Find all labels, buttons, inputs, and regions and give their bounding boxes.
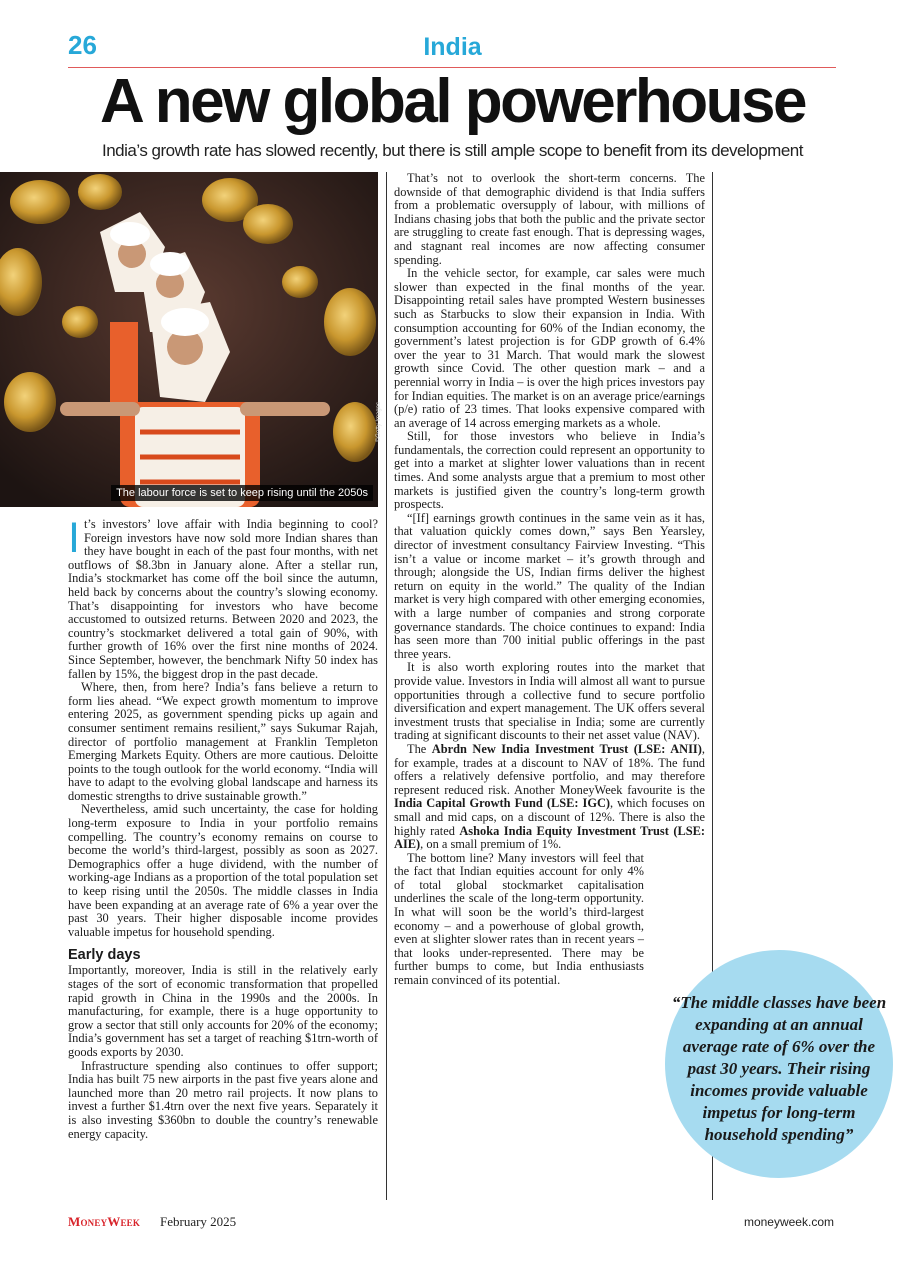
issue-date: February 2025 <box>160 1214 237 1229</box>
dancers-photo <box>0 172 382 507</box>
photo-credit: ©Getty Images <box>376 402 382 443</box>
photo-illustration <box>0 172 378 507</box>
paragraph-text: t’s investors’ love affair with India beginning to cool? Foreign investors have now sold more Indian shares than they have bought in each of the past four months, with net outflows of $8.3bn in January alone. After a stellar run, India’s stockmarket has come off the boil since the autumn, held back by concerns about the country’s slowing economy. That’s disappointing for investors who have become accustomed to outsized returns. Between 2020 and 2023, the country’s stockmarket delivered a total gain of 90%, with further growth of 16% over the first nine months of 2024. Since September, however, the benchmark Nifty 50 index has fallen by 15%, the biggest drop in the past decade. <box>68 517 378 681</box>
section-title: India <box>423 33 482 61</box>
paragraph <box>68 514 378 681</box>
fund-name: Ashoka India Equity Investment Trust (LSE: AIE) <box>394 823 705 852</box>
column-rule <box>386 172 387 1200</box>
text: , which focuses on small and mid caps, on a discount of 12%. There is also the highly rated <box>394 796 705 838</box>
photo-caption: The labour force is set to keep rising until the 2050s <box>111 485 373 501</box>
paragraph: That’s not to overlook the short-term concerns. The downside of that demographic dividend is that India suffers from a problematic oversupply of labour, with millions of Indians chasing jobs that both the public and the private sector are struggling to create fast enough. That is depressing wages, and stagnant real incomes are now affecting consumer spending. <box>394 171 705 267</box>
brand-logo: MoneyWeek <box>68 1214 141 1229</box>
text: , for example, trades at a discount to NAV of 18%. The fund offers a relatively defensive portfolio, and may therefore represent reduced risk. Another MoneyWeek favourite is the <box>394 741 705 797</box>
pull-quote-text: “The middle classes have been expanding at an annual average rate of 6% over the past 30 years. Their rising incomes provide valuable impetus for long-term household spending” <box>671 993 887 1144</box>
article-column-1 <box>68 514 378 1141</box>
drop-cap: I <box>68 514 80 562</box>
fund-name: India Capital Growth Fund (LSE: IGC) <box>394 796 611 811</box>
paragraph: Still, for those investors who believe in India’s fundamentals, the correction could represent an opportunity to get into a market at slighter lower valuations than in recent times. And some analysts argue that a premium to most other markets is justified given the country’s long-term growth prospects. <box>394 429 705 512</box>
headline: A new global powerhouse <box>100 67 805 136</box>
paragraph: Nevertheless, amid such uncertainty, the case for holding long-term exposure to India in your portfolio remains compelling. The country’s economy remains on course to become the world’s third-largest, possibly as soon as 2027. Demographics offer a huge dividend, with the number of working-age Indians as a proportion of the total population set to keep rising until the 2050s. The middle classes in India have been expanding at an average rate of 6% a year over the past 30 years. Their higher disposable income provides valuable impetus for household spending. <box>68 802 378 939</box>
subheading: Early days <box>68 947 141 964</box>
paragraph: Importantly, moreover, India is still in the relatively early stages of the sort of economic transformation that propelled rapid growth in China in the 1990s and the 2000s. In manufacturing, for example, there is a huge opportunity to grow a sector that still only accounts for 20% of the economy; India’s government has set a target of reaching $1trn-worth of goods exports by 2030. <box>68 963 378 1059</box>
website-url: moneyweek.com <box>743 1215 834 1229</box>
article-column-2 <box>394 172 705 988</box>
paragraph: “[If] earnings growth continues in the same vein as it has, that valuation quickly comes down,” says Ben Yearsley, director of investment consultancy Fairview Investing. “This isn’t a value or income market – it’s growth through and through; alongside the US, Indian firms deliver the highest return on equity in the world.” The quality of the Indian market is very high compared with other emerging economies, with a large number of companies and strong corporate governance standards. The choice continues to expand: India has seen more than 700 initial public offerings in the past three years. <box>394 510 705 661</box>
standfirst: India’s growth rate has slowed recently, but there is still ample scope to benefit from its development <box>102 141 803 160</box>
paragraph: Where, then, from here? India’s fans believe a return to form lies ahead. “We expect growth momentum to improve entering 2025, as government spending picks up again and consumer sentiment remains resilient,” says Sukumar Rajah, director of portfolio management at Franklin Templeton Emerging Markets Equity. Others are more cautious. Deloitte points to the tough outlook for the world economy. “India will have to adapt to the evolving global landscape and harness its domestic strengths to drive sustainable growth.” <box>68 680 378 803</box>
paragraph: The bottom line? Many investors will feel that the fact that Indian equities account for only 4% of total global stockmarket capitalisation underlines the scale of the long-term opportunity. In what will soon be the world’s third-largest economy – and a powerhouse of global growth, even at slighter slower rates than in recent years – that looks under-represented. There may be further bumps to come, but India enthusiasts remain convinced of its potential. <box>394 850 644 988</box>
text: , on a small premium of 1%. <box>420 837 562 852</box>
pull-quote <box>665 950 893 1178</box>
paragraph <box>394 743 705 852</box>
page-number: 26 <box>68 30 97 60</box>
fund-name: Abrdn New India Investment Trust (LSE: ANII) <box>431 741 702 756</box>
paragraph: Infrastructure spending also continues to offer support; India has built 75 new airports in the past five years alone and launched more than 20 metro rail projects. It now plans to invest a further $1.4trn over the next five years. Separately it is also investing $360bn to double the country’s renewable energy capacity. <box>68 1058 378 1141</box>
text: The <box>407 741 432 756</box>
paragraph: It is also worth exploring routes into the market that provide value. Investors in India will almost all want to pursue opportunities through a collective fund to secure portfolio diversification and expert management. The UK offers several investment trusts that specialise in India; some are currently trading at significant discounts to their net asset value (NAV). <box>394 660 705 743</box>
paragraph: In the vehicle sector, for example, car sales were much slower than expected in the final months of the year. Disappointing retail sales have prompted Western businesses such as Starbucks to slow their expansion in India. With consumption accounting for 60% of the Indian economy, the government’s latest projection is for GDP growth of 6.4% over the year to 31 March. That would mark the slowest growth since Covid. The other question mark – and a perennial worry in India – is over the high prices investors pay for Indian equities. The market is on an average price/earnings (p/e) ratio of 23 times. That looks expensive compared with an average of 14 across emerging markets as a whole. <box>394 266 705 430</box>
